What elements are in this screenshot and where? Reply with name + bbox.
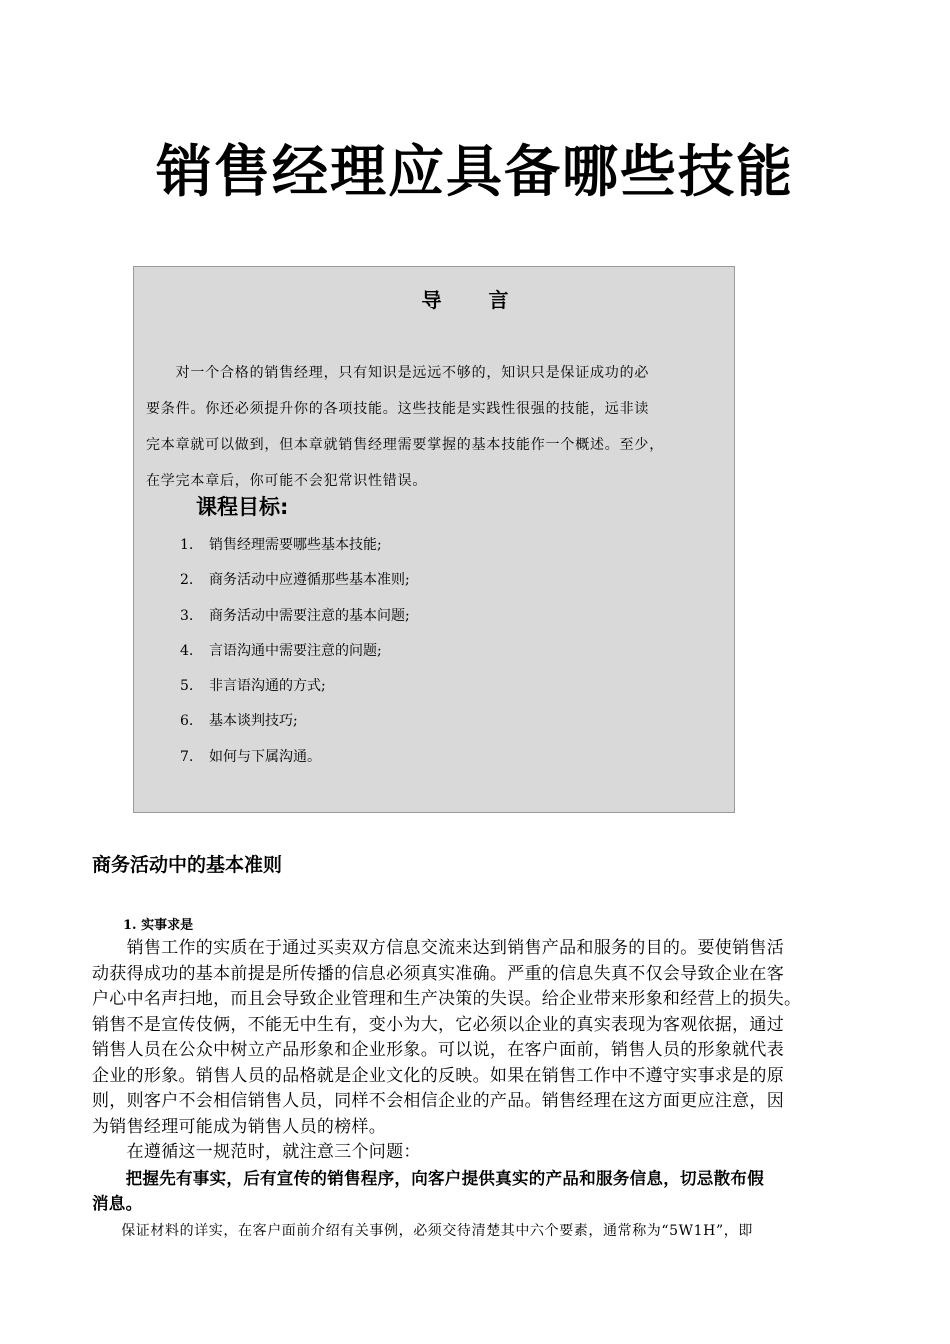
body-line: 在遵循这一规范时，就注意三个问题： bbox=[92, 1142, 421, 1162]
objective-text: 如何与下属沟通。 bbox=[209, 748, 321, 765]
objective-text: 非言语沟通的方式; bbox=[209, 678, 326, 695]
objective-item bbox=[180, 569, 410, 604]
objectives-title: 课程目标: bbox=[196, 495, 289, 519]
intro-line: 在学完本章后，你可能不会犯常识性错误。 bbox=[146, 473, 428, 489]
intro-line: 完本章就可以做到，但本章就销售经理需要掌握的基本技能作一个概述。至少， bbox=[146, 437, 664, 453]
body-line: 销售工作的实质在于通过买卖双方信息交流来达到销售产品和服务的目的。要使销售活 bbox=[92, 938, 784, 958]
body-line: 保证材料的详实，在客户面前介绍有关事例，必须交待清楚其中六个要素，通常称为“5W1H”，即 bbox=[92, 1222, 753, 1239]
objective-number: 6. bbox=[180, 713, 194, 730]
body-line: 销售不是宣传伎俩，不能无中生有，变小为大，它必须以企业的真实表现为客观依据，通过 bbox=[92, 1014, 784, 1035]
intro-paragraph bbox=[146, 355, 736, 499]
objective-number: 7. bbox=[180, 748, 194, 765]
objective-number: 1. bbox=[180, 537, 194, 553]
objective-number: 5. bbox=[180, 678, 194, 695]
bold-body-line: 消息。 bbox=[92, 1194, 143, 1213]
section-heading: 商务活动中的基本准则 bbox=[92, 854, 283, 876]
objective-item bbox=[180, 710, 410, 745]
objective-text: 言语沟通中需要注意的问题; bbox=[209, 642, 382, 659]
objective-text: 销售经理需要哪些基本技能; bbox=[209, 537, 382, 553]
body-line: 为销售经理可能成为销售人员的榜样。 bbox=[92, 1116, 387, 1137]
objective-number: 2. bbox=[180, 572, 194, 589]
objectives-list bbox=[180, 534, 410, 781]
body-line: 户心中名声扫地，而且会导致企业管理和生产决策的失误。给企业带来形象和经营上的损失。 bbox=[92, 989, 802, 1009]
body-line: 则，则客户不会相信销售人员，同样不会相信企业的产品。销售经理在这方面更应注意，因 bbox=[92, 1091, 784, 1111]
objective-item bbox=[180, 746, 410, 781]
body-line: 动获得成功的基本前提是所传播的信息必须真实准确。严重的信息失真不仅会导致企业在客 bbox=[92, 963, 784, 984]
objective-text: 基本谈判技巧; bbox=[209, 713, 298, 730]
objective-item bbox=[180, 605, 410, 640]
objective-number: 4. bbox=[180, 642, 194, 659]
bold-body-line: 把握先有事实，后有宣传的销售程序，向客户提供真实的产品和服务信息，切忌散布假 bbox=[92, 1168, 764, 1188]
objective-number: 3. bbox=[180, 607, 194, 624]
intro-line: 要条件。你还必须提升你的各项技能。这些技能是实践性很强的技能，远非读 bbox=[146, 401, 650, 417]
intro-line: 对一个合格的销售经理，只有知识是远远不够的，知识只是保证成功的必 bbox=[146, 365, 650, 381]
document-title: 销售经理应具备哪些技能 bbox=[156, 140, 794, 205]
objective-item bbox=[180, 534, 410, 569]
section-body bbox=[92, 936, 872, 1244]
intro-heading: 导 言 bbox=[421, 288, 529, 312]
body-line: 企业的形象。销售人员的品格就是企业文化的反映。如果在销售工作中不遵守实事求是的原 bbox=[92, 1065, 784, 1086]
sub-heading: 1. 实事求是 bbox=[123, 918, 194, 933]
objective-item bbox=[180, 640, 410, 675]
body-line: 销售人员在公众中树立产品形象和企业形象。可以说，在客户面前，销售人员的形象就代表 bbox=[92, 1040, 784, 1060]
objective-text: 商务活动中需要注意的基本问题; bbox=[209, 607, 410, 624]
objective-item bbox=[180, 675, 410, 710]
objective-text: 商务活动中应遵循那些基本准则; bbox=[209, 572, 410, 589]
